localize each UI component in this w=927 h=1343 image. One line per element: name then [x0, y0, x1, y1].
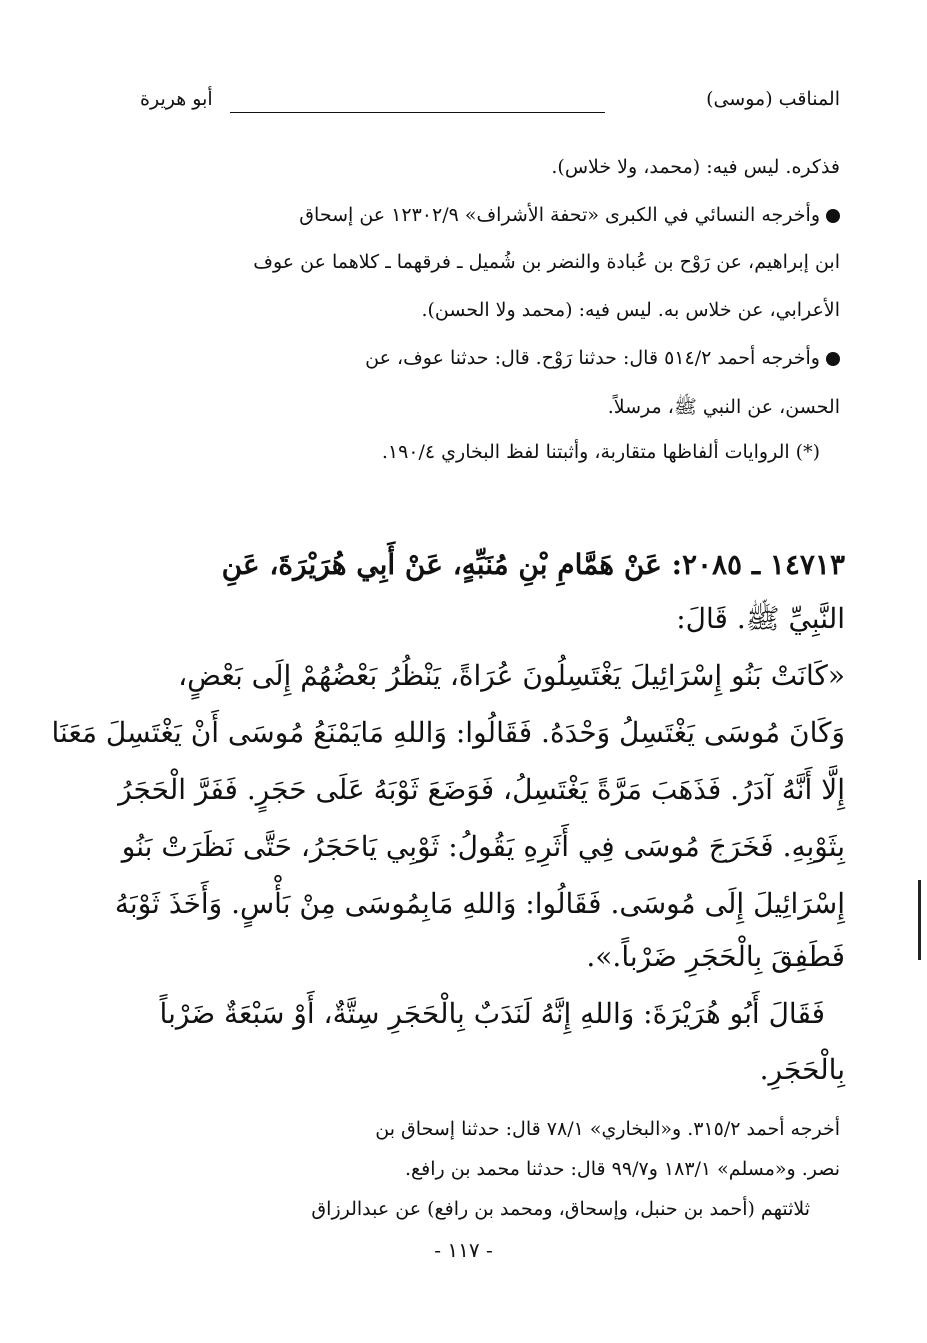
note-line: وأخرجه أحمد ٥١٤/٢ قال: حدثنا رَوْح. قال: حدثنا عوف، عن [365, 347, 840, 369]
hadith-line: إِسْرَائِيلَ إِلَى مُوسَى. فَقَالُوا: وَاللهِ مَابِمُوسَى مِنْ بَأْسٍ. وَأَخَذَ ثَوْبَهُ [114, 887, 845, 920]
header-rule [230, 112, 605, 113]
hadith-line: وَكَانَ مُوسَى يَغْتَسِلُ وَحْدَهُ. فَقَالُوا: وَاللهِ مَايَمْنَعُ مُوسَى أَنْ يَغْتَسِلَ مَعَنَا [51, 716, 845, 749]
hadith-line: بِالْحَجَرِ. [759, 1053, 845, 1086]
page-number: - ١١٧ - [434, 1238, 493, 1262]
hadith-text [51, 540, 845, 1110]
running-header [140, 88, 840, 124]
footnote-line: ثلاثتهم (أحمد بن حنبل، وإسحاق، ومحمد بن رافع) عن عبدالرزاق [311, 1198, 810, 1220]
footnotes [120, 1118, 840, 1238]
top-notes [120, 150, 840, 470]
footnote-line: أخرجه أحمد ٣١٥/٢. و«البخاري» ٧٨/١ قال: حدثنا إسحاق بن [375, 1118, 840, 1140]
note-line: ابن إبراهيم، عن رَوْح بن عُبادة والنضر بن شُميل ـ فرقهما ـ كلاهما عن عوف [253, 251, 840, 273]
note-line: وأخرجه النسائي في الكبرى «تحفة الأشراف» ١٢٣٠٢/٩ عن إسحاق [299, 204, 840, 226]
scan-edge-mark [918, 880, 921, 960]
note-line: فذكره. ليس فيه: (محمد، ولا خلاس). [551, 156, 840, 178]
hadith-line: بِثَوْبِهِ. فَخَرَجَ مُوسَى فِي أَثَرِهِ يَقُولُ: ثَوْبِي يَاحَجَرُ، حَتَّى نَظَرَتْ بَنُو [121, 830, 845, 863]
note-line: الحسن، عن النبي ﷺ، مرسلاً. [607, 396, 840, 418]
bullet-icon [826, 352, 840, 366]
hadith-line: فَطَفِقَ بِالْحَجَرِ ضَرْباً.». [586, 940, 845, 973]
hadith-heading-line: ١٤٧١٣ ـ ٢٠٨٥: عَنْ هَمَّامِ بْنِ مُنَبِّهٍ، عَنْ أَبِي هُرَيْرَةَ، عَنِ [221, 548, 845, 581]
hadith-line: فَقَالَ أَبُو هُرَيْرَةَ: وَاللهِ إِنَّهُ لَنَدَبٌ بِالْحَجَرِ سِتَّةٌ، أَوْ سَبْعَةٌ ضَرْباً [159, 997, 825, 1030]
bullet-icon [826, 209, 840, 223]
header-narrator: أبو هريرة [140, 88, 213, 110]
footnote-line: نصر. و«مسلم» ١٨٣/١ و٩٩/٧ قال: حدثنا محمد بن رافع. [405, 1158, 840, 1180]
hadith-line: «كَانَتْ بَنُو إِسْرَائِيلَ يَغْتَسِلُونَ عُرَاةً، يَنْظُرُ بَعْضُهُمْ إِلَى بَعْضٍ، [178, 659, 845, 692]
hadith-line: إِلَّا أَنَّهُ آدَرُ. فَذَهَبَ مَرَّةً يَغْتَسِلُ، فَوَضَعَ ثَوْبَهُ عَلَى حَجَرٍ. فَفَرَّ الْحَجَرُ [118, 773, 845, 806]
header-chapter-title: المناقب (موسى) [706, 88, 840, 110]
note-line: الأعرابي، عن خلاس به. ليس فيه: (محمد ولا الحسن). [421, 299, 840, 321]
hadith-line: النَّبِيِّ ﷺ. قَالَ: [676, 602, 845, 635]
asterisk-note: (*) الروايات ألفاظها متقاربة، وأثبتنا لفظ البخاري ١٩٠/٤. [381, 441, 820, 463]
